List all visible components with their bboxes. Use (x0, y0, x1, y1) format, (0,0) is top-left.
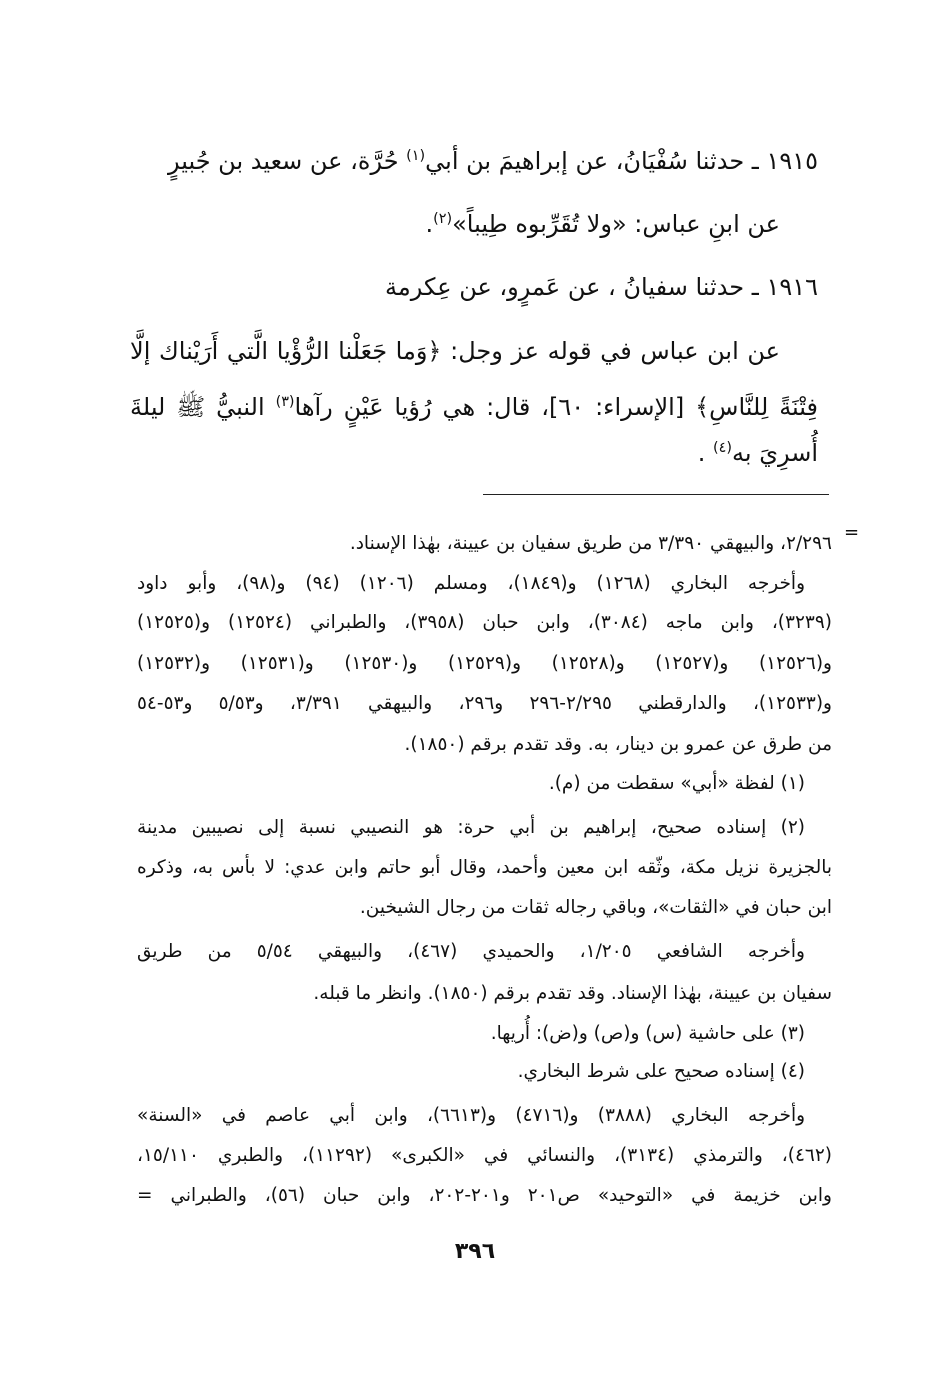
footnote-divider (483, 494, 829, 495)
hadith-1916-line-4 (400, 436, 818, 470)
footnote-ref-4[interactable]: (٤) (713, 440, 733, 456)
footnote-line: و(١٢٥٣٣)، والدارقطني ٢/٢٩٥-٢٩٦ و٢٩٦، والبيهقي ٣/٣٩١، و٥/٥٣ و٥٣-٥٤ (137, 693, 832, 714)
footnote-line: وأخرجه البخاري (١٢٦٨) و(١٨٤٩)، ومسلم (١٢٠٦) (٩٤) و(٩٨)، وأبو داود (137, 573, 806, 594)
footnote-line: وأخرجه البخاري (٣٨٨٨) و(٤٧١٦) و(٦٦١٣)، وابن أبي عاصم في «السنة» (137, 1105, 806, 1126)
footnote-line: و(١٢٥٢٦) و(١٢٥٢٧) و(١٢٥٢٨) و(١٢٥٢٩) و(١٢٥٣٠) و(١٢٥٣١) و(١٢٥٣٢) (137, 653, 832, 674)
hadith-1916-line-4-end: . (697, 439, 714, 467)
hadith-1916-line-3-end: النبيُّ ﷺ ليلةَ (130, 393, 276, 421)
footnote-line: (٢) إسناده صحيح، إبراهيم بن أبي حرة: هو النصيبي نسبة إلى نصيبين مدينة (137, 817, 805, 838)
footnote-line: ابن حبان في «الثقات»، وباقي رجاله ثقات من رجال الشيخين. (359, 897, 832, 918)
footnote-line: سفيان بن عيينة، بهٰذا الإسناد. وقد تقدم برقم (١٨٥٠). وانظر ما قبله. (313, 983, 832, 1004)
hadith-1916-line-1-text: ١٩١٦ ـ حدثنا سفيانُ ، عن عَمرٍو، عن عِكرمة (385, 273, 818, 301)
hadith-1916-line-3 (130, 390, 818, 424)
hadith-1915-line-2 (248, 207, 780, 241)
hadith-1915-line-2-end: . (425, 210, 434, 238)
footnote-line: بالجزيرة نزيل مكة، وثّقه ابن معين وأحمد، وقال أبو حاتم وابن عدي: لا بأس به، وذكره (137, 857, 832, 878)
hadith-1915-line-2-start: عن ابنِ عباس: «ولا تُقَرِّبوه طِيباً» (452, 210, 780, 238)
hadith-1916-line-2 (130, 334, 780, 368)
page-number: ٣٩٦ (454, 1239, 496, 1264)
footnote-line: وابن خزيمة في «التوحيد» ص٢٠١ و٢٠١-٢٠٢، وابن حبان (٥٦)، والطبراني = (137, 1185, 832, 1206)
footnote-line: (٤٦٢)، والترمذي (٣١٣٤)، والنسائي في «الكبرى» (١١٢٩٢)، والطبري ١٥/١١٠، (137, 1145, 832, 1166)
footnote-line: (٣٢٣٩)، وابن ماجه (٣٠٨٤)، وابن حبان (٣٩٥٨)، والطبراني (١٢٥٢٤) و(١٢٥٢٥) (137, 612, 832, 633)
hadith-1916-line-4-start: أُسرِيَ به (732, 439, 818, 467)
footnote-ref-2[interactable]: (٢) (433, 211, 453, 227)
hadith-1916-line-3-start: فِتْنَةً لِلنَّاسِ﴾ [الإسراء: ٦٠]، قال: هي رُؤيا عَيْنٍ رآها (294, 393, 819, 421)
footnote-line: (٤) إسناده صحيح على شرط البخاري. (517, 1061, 805, 1082)
hadith-1915-line-1 (167, 144, 818, 178)
footnote-ref-3[interactable]: (٣) (275, 394, 295, 410)
footnote-line: من طرق عن عمرو بن دينار، به. وقد تقدم برقم (١٨٥٠). (404, 734, 832, 755)
hadith-1915-line-1-end: حُرَّة، عن سعيد بن جُبيرٍ (167, 147, 407, 175)
hadith-1916-line-1 (248, 270, 818, 304)
footnote-line: (١) لفظة «أبي» سقطت من (م). (548, 773, 805, 794)
footnote-ref-1[interactable]: (١) (406, 148, 426, 164)
footnote-line: (٣) على حاشية (س) و(ص) و(ض): أُريها. (490, 1023, 805, 1044)
continuation-mark: = (844, 522, 860, 543)
hadith-1915-line-1-start: ١٩١٥ ـ حدثنا سُفْيَانُ، عن إبراهيمَ بن أبي (425, 147, 818, 175)
footnote-line: وأخرجه الشافعي ١/٢٠٥، والحميدي (٤٦٧)، والبيهقي ٥/٥٤ من طريق (137, 941, 805, 962)
hadith-1916-line-2-text: عن ابن عباس في قوله عز وجل: ﴿وَما جَعَلْنا الرُّؤْيا الَّتي أَرَيْناك إلَّا (130, 337, 780, 365)
footnote-line: ٢/٢٩٦، والبيهقي ٣/٣٩٠ من طريق سفيان بن عيينة، بهٰذا الإسناد. (349, 533, 832, 554)
